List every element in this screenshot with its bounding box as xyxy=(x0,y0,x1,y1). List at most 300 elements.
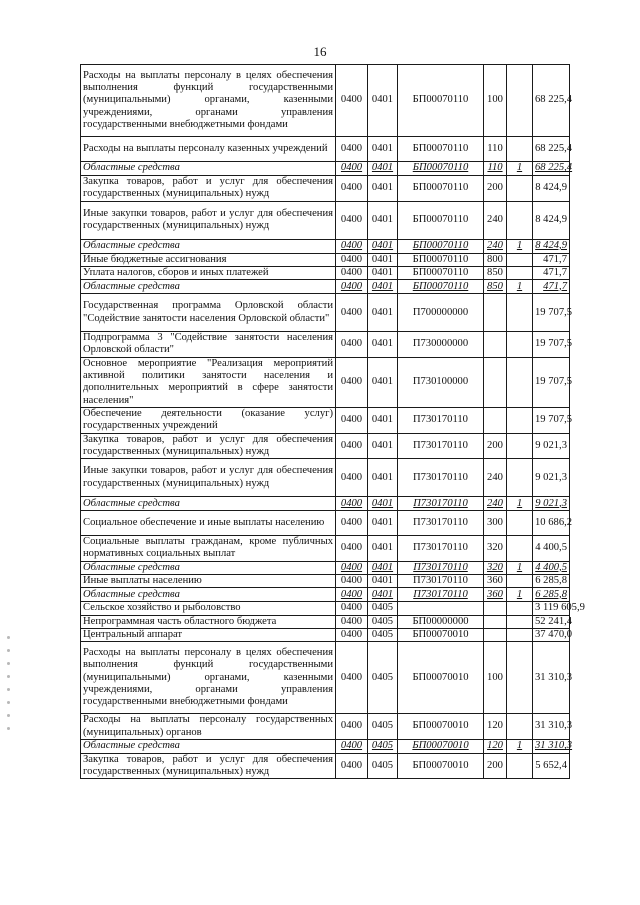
subsection-code-text: 0405 xyxy=(371,740,394,752)
amount-text: 19 707,5 xyxy=(535,338,573,350)
subsection-code-text: 0401 xyxy=(371,588,394,600)
target-article-text: БП00070010 xyxy=(412,671,469,683)
amount-cell xyxy=(533,239,570,253)
expense-type-cell xyxy=(484,201,507,239)
target-article-cell xyxy=(398,280,484,294)
target-article-text: БП00070010 xyxy=(412,740,469,752)
target-article-text: БП00070010 xyxy=(412,720,469,732)
expense-type-text: 110 xyxy=(487,162,503,174)
funding-source-cell xyxy=(507,266,533,279)
funding-source-cell xyxy=(507,332,533,358)
funding-source-cell xyxy=(507,642,533,714)
row-name-text: Подпрограмма 3 "Содействие занятости населения Орловской области" xyxy=(83,332,333,356)
table-row xyxy=(81,201,570,239)
section-code-cell xyxy=(336,280,368,294)
amount-cell xyxy=(533,407,573,433)
section-code-text: 0400 xyxy=(340,740,363,752)
subsection-code-text: 0401 xyxy=(371,561,394,573)
target-article-cell xyxy=(398,459,484,497)
row-name-text: Социальные выплаты гражданам, кроме публичных нормативных социальных выплат xyxy=(83,536,333,560)
expense-type-text: 300 xyxy=(487,517,503,528)
row-name-cell xyxy=(81,575,336,588)
row-name-cell xyxy=(81,253,336,266)
section-code-cell xyxy=(336,615,368,628)
section-code-cell xyxy=(336,332,368,358)
target-article-text: П730170110 xyxy=(413,414,468,426)
table-row xyxy=(81,459,570,497)
section-code-text: 0400 xyxy=(340,338,363,350)
table-row xyxy=(81,575,570,588)
target-article-cell xyxy=(398,511,484,536)
subsection-code-cell xyxy=(368,176,398,202)
target-article-text: БП00070110 xyxy=(412,253,469,265)
subsection-code-text: 0401 xyxy=(371,542,394,554)
funding-source-text: 1 xyxy=(516,239,523,251)
funding-source-cell xyxy=(507,459,533,497)
subsection-code-cell xyxy=(368,714,398,740)
amount-cell xyxy=(533,433,570,459)
amount-text: 471,7 xyxy=(543,266,567,278)
subsection-code-text: 0401 xyxy=(371,162,394,174)
section-code-cell xyxy=(336,511,368,536)
target-article-cell xyxy=(398,561,484,574)
table-row xyxy=(81,176,570,202)
target-article-text: П730170110 xyxy=(413,575,468,587)
row-name-cell xyxy=(81,615,336,628)
expense-type-cell xyxy=(484,253,507,266)
funding-source-cell xyxy=(507,588,533,602)
funding-source-cell xyxy=(507,176,533,202)
subsection-code-text: 0401 xyxy=(371,414,394,426)
target-article-text: П730100000 xyxy=(412,376,469,388)
section-code-cell xyxy=(336,266,368,279)
row-name-cell xyxy=(81,137,336,162)
target-article-text: П730170110 xyxy=(413,542,468,554)
amount-text: 37 470,0 xyxy=(535,628,573,640)
target-article-text: П730170110 xyxy=(413,561,468,573)
section-code-cell xyxy=(336,536,368,562)
section-code-cell xyxy=(336,65,368,137)
section-code-text: 0400 xyxy=(340,720,363,732)
row-name-text: Государственная программа Орловской области "Содействие занятости населения Орловской области" xyxy=(83,300,333,324)
expense-type-text: 360 xyxy=(487,575,503,587)
funding-source-cell xyxy=(507,357,533,407)
subsection-code-text: 0401 xyxy=(371,338,394,350)
expense-type-cell xyxy=(484,588,507,602)
row-name-cell xyxy=(81,628,336,641)
target-article-cell xyxy=(398,137,484,162)
row-name-text: Областные средства xyxy=(83,588,180,600)
section-code-text: 0400 xyxy=(340,162,363,174)
expense-type-cell xyxy=(484,628,507,641)
row-name-cell xyxy=(81,239,336,253)
row-name-cell xyxy=(81,714,336,740)
row-name-cell xyxy=(81,536,336,562)
row-name-text: Расходы на выплаты персоналу в целях обеспечения выполнения функций государственными (муниципальными) органами, казенными учреждениями, органами управления государственными внебюджетными фондами xyxy=(83,69,333,130)
section-code-text: 0400 xyxy=(340,414,363,426)
amount-cell xyxy=(533,266,570,279)
row-name-cell xyxy=(81,588,336,602)
amount-text: 8 424,9 xyxy=(535,213,567,225)
expense-type-cell xyxy=(484,642,507,714)
target-article-text: БП00070010 xyxy=(412,759,469,771)
subsection-code-cell xyxy=(368,239,398,253)
table-row xyxy=(81,497,570,511)
section-code-cell xyxy=(336,239,368,253)
row-name-text: Иные закупки товаров, работ и услуг для обеспечения государственных (муниципальных) нужд xyxy=(83,465,333,489)
target-article-cell xyxy=(398,497,484,511)
target-article-text: БП00000000 xyxy=(412,615,469,627)
funding-source-cell xyxy=(507,714,533,740)
row-name-text: Областные средства xyxy=(83,280,180,292)
section-code-cell xyxy=(336,602,368,615)
amount-cell xyxy=(533,201,570,239)
row-name-text: Расходы на выплаты персоналу в целях обеспечения выполнения функций государственными (муниципальными) органами, казенными учреждениями, органами управления государственными внебюджетными фондами xyxy=(83,646,333,708)
expense-type-cell xyxy=(484,459,507,497)
funding-source-text: 1 xyxy=(516,740,523,752)
expense-type-cell xyxy=(484,332,507,358)
target-article-cell xyxy=(398,536,484,562)
amount-cell xyxy=(533,753,570,779)
amount-text: 68 225,4 xyxy=(535,162,573,174)
section-code-cell xyxy=(336,497,368,511)
table-row xyxy=(81,137,570,162)
row-name-text: Центральный аппарат xyxy=(83,628,183,640)
target-article-cell xyxy=(398,176,484,202)
row-name-cell xyxy=(81,280,336,294)
row-name-cell xyxy=(81,266,336,279)
row-name-text: Областные средства xyxy=(83,162,180,174)
expense-type-cell xyxy=(484,753,507,779)
amount-text: 52 241,4 xyxy=(535,615,573,627)
row-name-text: Областные средства xyxy=(83,497,180,509)
subsection-code-text: 0401 xyxy=(371,94,394,106)
amount-cell xyxy=(533,588,570,602)
section-code-cell xyxy=(336,753,368,779)
amount-cell xyxy=(533,162,573,176)
expense-type-text: 320 xyxy=(487,542,503,554)
amount-text: 19 707,5 xyxy=(535,376,573,388)
subsection-code-text: 0401 xyxy=(371,280,394,292)
row-name-text: Закупка товаров, работ и услуг для обеспечения государственных (муниципальных) нужд xyxy=(83,176,333,200)
row-name-cell xyxy=(81,294,336,332)
funding-source-cell xyxy=(507,575,533,588)
expense-type-cell xyxy=(484,357,507,407)
table-row xyxy=(81,332,570,358)
table-row xyxy=(81,714,570,740)
amount-cell xyxy=(533,561,570,574)
row-name-text: Областные средства xyxy=(83,561,180,573)
table-row xyxy=(81,561,570,574)
subsection-code-cell xyxy=(368,137,398,162)
table-row xyxy=(81,357,570,407)
subsection-code-text: 0401 xyxy=(371,376,394,388)
subsection-code-text: 0401 xyxy=(371,239,394,251)
funding-source-cell xyxy=(507,137,533,162)
subsection-code-cell xyxy=(368,642,398,714)
section-code-text: 0400 xyxy=(340,266,363,278)
subsection-code-cell xyxy=(368,407,398,433)
amount-cell xyxy=(533,294,573,332)
funding-source-cell xyxy=(507,753,533,779)
amount-text: 10 686,2 xyxy=(535,517,573,528)
expense-type-text: 850 xyxy=(487,280,503,292)
funding-source-cell xyxy=(507,433,533,459)
subsection-code-text: 0401 xyxy=(371,266,394,278)
subsection-code-cell xyxy=(368,497,398,511)
table-row xyxy=(81,239,570,253)
amount-cell xyxy=(533,536,570,562)
funding-source-cell xyxy=(507,739,533,753)
expense-type-cell xyxy=(484,407,507,433)
expense-type-text: 110 xyxy=(487,142,503,154)
expense-type-text: 100 xyxy=(487,671,503,683)
subsection-code-cell xyxy=(368,615,398,628)
section-code-text: 0400 xyxy=(340,615,363,627)
target-article-cell xyxy=(398,407,484,433)
target-article-text: П700000000 xyxy=(412,306,469,318)
table-row xyxy=(81,65,570,137)
target-article-cell xyxy=(398,588,484,602)
expense-type-text: 320 xyxy=(487,561,503,573)
amount-text: 31 310,3 xyxy=(535,671,573,683)
amount-text: 8 424,9 xyxy=(535,239,567,251)
subsection-code-text: 0405 xyxy=(371,671,394,683)
table-row xyxy=(81,511,570,536)
target-article-cell xyxy=(398,433,484,459)
table-row xyxy=(81,642,570,714)
amount-text: 4 400,5 xyxy=(535,542,567,554)
budget-table xyxy=(80,64,585,779)
section-code-text: 0400 xyxy=(340,561,363,573)
subsection-code-cell xyxy=(368,753,398,779)
section-code-text: 0400 xyxy=(340,376,363,388)
amount-text: 19 707,5 xyxy=(535,414,573,426)
subsection-code-text: 0405 xyxy=(371,615,394,627)
expense-type-text: 200 xyxy=(487,759,503,771)
expense-type-text: 800 xyxy=(487,253,503,265)
section-code-cell xyxy=(336,253,368,266)
subsection-code-cell xyxy=(368,280,398,294)
row-name-text: Расходы на выплаты персоналу государственных (муниципальных) органов xyxy=(83,714,333,738)
amount-text: 3 119 605,9 xyxy=(535,602,585,614)
funding-source-cell xyxy=(507,201,533,239)
subsection-code-cell xyxy=(368,433,398,459)
funding-source-cell xyxy=(507,253,533,266)
expense-type-cell xyxy=(484,497,507,511)
expense-type-text: 100 xyxy=(487,94,503,106)
subsection-code-text: 0405 xyxy=(371,628,394,640)
section-code-cell xyxy=(336,714,368,740)
target-article-cell xyxy=(398,602,484,615)
funding-source-cell xyxy=(507,162,533,176)
amount-cell xyxy=(533,628,573,641)
amount-text: 31 310,3 xyxy=(535,720,573,732)
amount-text: 9 021,3 xyxy=(535,471,567,483)
funding-source-text: 1 xyxy=(516,561,523,573)
section-code-text: 0400 xyxy=(340,628,363,640)
row-name-cell xyxy=(81,176,336,202)
margin-marks xyxy=(4,636,14,746)
amount-cell xyxy=(533,497,570,511)
expense-type-cell xyxy=(484,536,507,562)
subsection-code-cell xyxy=(368,602,398,615)
section-code-text: 0400 xyxy=(340,588,363,600)
subsection-code-cell xyxy=(368,357,398,407)
target-article-text: П730170110 xyxy=(413,471,468,483)
amount-text: 471,7 xyxy=(543,253,567,265)
amount-text: 31 310,3 xyxy=(535,740,573,752)
amount-cell xyxy=(533,602,585,615)
target-article-text: БП00070110 xyxy=(412,239,469,251)
funding-source-cell xyxy=(507,511,533,536)
subsection-code-text: 0401 xyxy=(371,517,394,528)
target-article-cell xyxy=(398,357,484,407)
table-row xyxy=(81,162,570,176)
amount-cell xyxy=(533,511,573,536)
expense-type-text: 240 xyxy=(487,497,503,509)
amount-cell xyxy=(533,332,573,358)
row-name-text: Непрограммная часть областного бюджета xyxy=(83,615,277,627)
table-row xyxy=(81,536,570,562)
subsection-code-text: 0401 xyxy=(371,142,394,154)
section-code-cell xyxy=(336,575,368,588)
row-name-cell xyxy=(81,357,336,407)
subsection-code-cell xyxy=(368,65,398,137)
expense-type-cell xyxy=(484,575,507,588)
expense-type-text: 240 xyxy=(487,239,503,251)
section-code-text: 0400 xyxy=(340,280,363,292)
row-name-cell xyxy=(81,201,336,239)
funding-source-cell xyxy=(507,407,533,433)
target-article-cell xyxy=(398,253,484,266)
subsection-code-text: 0401 xyxy=(371,497,394,509)
table-row xyxy=(81,407,570,433)
section-code-text: 0400 xyxy=(340,671,363,683)
target-article-cell xyxy=(398,266,484,279)
expense-type-cell xyxy=(484,162,507,176)
subsection-code-text: 0401 xyxy=(371,471,394,483)
section-code-cell xyxy=(336,433,368,459)
expense-type-cell xyxy=(484,615,507,628)
target-article-cell xyxy=(398,753,484,779)
section-code-text: 0400 xyxy=(340,306,363,318)
row-name-cell xyxy=(81,65,336,137)
expense-type-text: 850 xyxy=(487,266,503,278)
expense-type-text: 240 xyxy=(487,471,503,483)
target-article-cell xyxy=(398,642,484,714)
row-name-cell xyxy=(81,753,336,779)
subsection-code-cell xyxy=(368,588,398,602)
section-code-text: 0400 xyxy=(340,542,363,554)
amount-cell xyxy=(533,65,573,137)
target-article-cell xyxy=(398,294,484,332)
row-name-text: Иные закупки товаров, работ и услуг для обеспечения государственных (муниципальных) нужд xyxy=(83,207,333,232)
subsection-code-text: 0401 xyxy=(371,575,394,587)
table-row xyxy=(81,433,570,459)
expense-type-cell xyxy=(484,294,507,332)
section-code-text: 0400 xyxy=(340,182,363,194)
target-article-cell xyxy=(398,65,484,137)
subsection-code-cell xyxy=(368,459,398,497)
row-name-cell xyxy=(81,162,336,176)
target-article-cell xyxy=(398,201,484,239)
amount-cell xyxy=(533,253,570,266)
row-name-text: Сельское хозяйство и рыболовство xyxy=(83,602,241,614)
section-code-cell xyxy=(336,201,368,239)
section-code-cell xyxy=(336,407,368,433)
subsection-code-text: 0401 xyxy=(371,213,394,225)
funding-source-cell xyxy=(507,497,533,511)
funding-source-cell xyxy=(507,294,533,332)
target-article-text: БП00070110 xyxy=(412,266,469,278)
target-article-cell xyxy=(398,575,484,588)
subsection-code-text: 0405 xyxy=(371,759,394,771)
expense-type-text: 240 xyxy=(487,213,503,225)
target-article-text: БП00070110 xyxy=(412,142,469,154)
section-code-cell xyxy=(336,176,368,202)
funding-source-cell xyxy=(507,239,533,253)
subsection-code-cell xyxy=(368,511,398,536)
table-row xyxy=(81,628,570,641)
table-row xyxy=(81,615,570,628)
amount-cell xyxy=(533,357,573,407)
amount-text: 4 400,5 xyxy=(535,561,567,573)
section-code-text: 0400 xyxy=(340,497,363,509)
funding-source-cell xyxy=(507,65,533,137)
subsection-code-cell xyxy=(368,266,398,279)
subsection-code-cell xyxy=(368,201,398,239)
expense-type-text: 200 xyxy=(487,439,503,451)
subsection-code-text: 0401 xyxy=(371,306,394,318)
funding-source-cell xyxy=(507,536,533,562)
row-name-text: Обеспечение деятельности (оказание услуг) государственных учреждений xyxy=(83,407,333,432)
funding-source-text: 1 xyxy=(516,588,523,600)
section-code-text: 0400 xyxy=(340,517,363,528)
amount-text: 68 225,4 xyxy=(535,142,573,154)
subsection-code-cell xyxy=(368,162,398,176)
amount-cell xyxy=(533,714,573,740)
section-code-cell xyxy=(336,357,368,407)
amount-cell xyxy=(533,176,570,202)
funding-source-text: 1 xyxy=(516,162,523,174)
target-article-text: БП00070110 xyxy=(412,213,469,225)
subsection-code-cell xyxy=(368,575,398,588)
funding-source-cell xyxy=(507,628,533,641)
amount-text: 8 424,9 xyxy=(535,182,567,194)
row-name-text: Иные бюджетные ассигнования xyxy=(83,253,227,265)
subsection-code-text: 0405 xyxy=(371,720,394,732)
target-article-cell xyxy=(398,332,484,358)
row-name-cell xyxy=(81,561,336,574)
expense-type-text: 360 xyxy=(487,588,503,600)
expense-type-text: 200 xyxy=(487,182,503,194)
table-row xyxy=(81,739,570,753)
target-article-text: П730170110 xyxy=(413,497,468,509)
section-code-cell xyxy=(336,137,368,162)
funding-source-cell xyxy=(507,280,533,294)
subsection-code-cell xyxy=(368,628,398,641)
expense-type-cell xyxy=(484,511,507,536)
page-number: 16 xyxy=(313,44,327,59)
subsection-code-cell xyxy=(368,561,398,574)
section-code-text: 0400 xyxy=(340,94,363,106)
subsection-code-cell xyxy=(368,253,398,266)
amount-text: 5 652,4 xyxy=(535,759,567,771)
target-article-cell xyxy=(398,714,484,740)
subsection-code-cell xyxy=(368,536,398,562)
expense-type-cell xyxy=(484,714,507,740)
